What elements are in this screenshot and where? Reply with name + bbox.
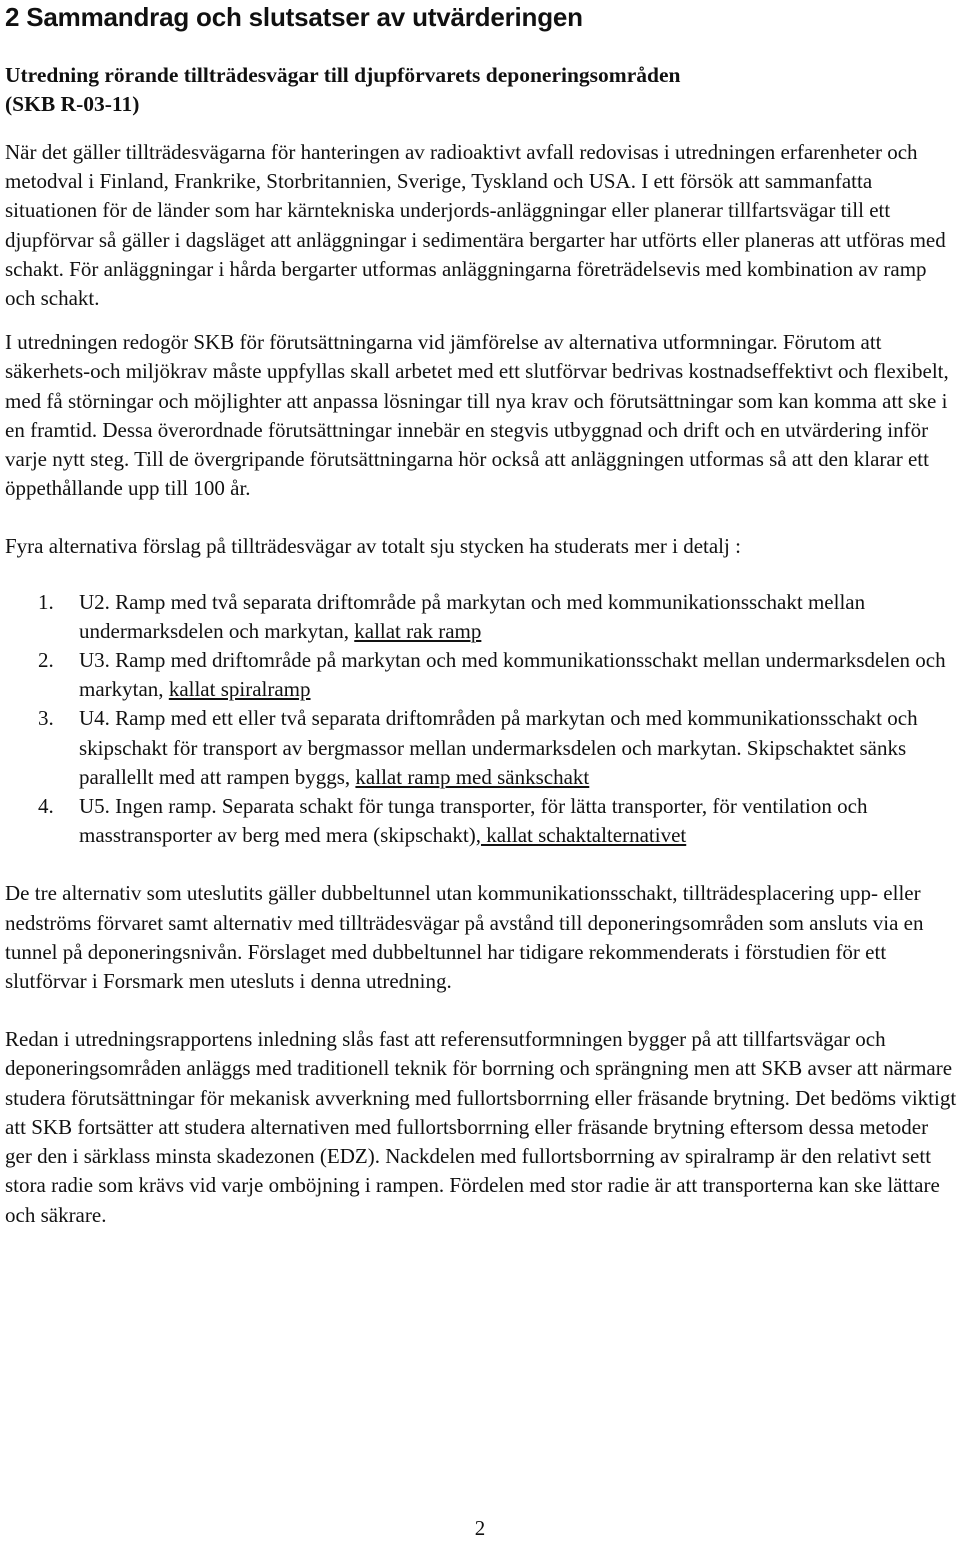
alternative-text: U3. Ramp med driftområde på markytan och med kommunikationsschakt mellan undermarksdelen och markytan, [79, 648, 946, 702]
alternative-item [5, 792, 957, 850]
section-heading: 2 Sammandrag och slutsatser av utvärderingen [5, 2, 583, 32]
alternative-item [5, 646, 957, 704]
subsection-heading-report-id: (SKB R-03-11) [5, 92, 140, 116]
alternative-number: 2. [38, 648, 54, 673]
page-number: 2 [474, 1516, 486, 1540]
alternative-number: 4. [38, 794, 54, 819]
alternative-name: kallat rak ramp [354, 618, 482, 643]
document-page [5, 0, 957, 1230]
subsection-heading [5, 61, 957, 119]
alternative-number: 1. [38, 589, 54, 614]
alternative-item [5, 588, 957, 646]
alternative-text: U4. Ramp med ett eller två separata driftområden på markytan och med kommunikationsschakt och skipschakt för transport av bergmassor mellan undermarksdelen och markytan. Skipschaktet sänks parallellt med att rampen byggs, [79, 706, 918, 789]
paragraph-four-alternatives-intro: Fyra alternativa förslag på tillträdesvägar av totalt sju stycken ha studerats mer i detalj : [5, 534, 741, 559]
paragraph-experiences: När det gäller tillträdesvägarna för hanteringen av radioaktivt avfall redovisas i utredningen erfarenheter och metodval i Finland, Frankrike, Storbritannien, Sverige, Tyskland och USA. I ett försök att sammanfatta situationen för de länder som har kärntekniska underjords-anläggningar eller planerar tillfartsvägar till ett djupförvar så gäller i dagsläget att anläggningar i sedimentära bergarter har utförts eller planeras att utföras med schakt. För anläggningar i hårda bergarter utformas anläggningarna företrädelsevis med kombination av ramp och schakt. [5, 140, 946, 311]
paragraph-prerequisites: I utredningen redogör SKB för förutsättningarna vid jämförelse av alternativa utformningar. Förutom att säkerhets-och miljökrav måste uppfyllas skall arbetet med ett slutförvar bedrivas kostnadseffektivt och flexibelt, med få störningar och möjlighter att anpassa lösningar till nya krav och förutsättningar som kan komma att ske i en framtid. Dessa överordnade förutsättningar innebär en stegvis utbyggnad och drift och en utvärdering inför varje nytt steg. Till de övergripande förutsättningarna hör också att anläggningen utformas så att den klarar ett öppethållande upp till 100 år. [5, 330, 949, 501]
alternative-text: U2. Ramp med två separata driftområde på markytan och med kommunikationsschakt mellan undermarksdelen och markytan, [79, 589, 866, 643]
alternative-text: U5. Ingen ramp. Separata schakt för tunga transporter, för lätta transporter, för ventilation och masstransporter av berg med mera (skipschakt), [79, 794, 868, 848]
alternative-number: 3. [38, 706, 54, 731]
alternative-name: kallat schaktalternativet [480, 823, 687, 848]
alternative-name: kallat spiralramp [168, 677, 311, 702]
alternative-name: kallat ramp med sänkschakt [355, 764, 590, 789]
paragraph-excluded-alternatives: De tre alternativ som uteslutits gäller dubbeltunnel utan kommunikationsschakt, tillträdesplacering upp- eller nedströms förvaret samt alternativ med tillträdesvägar på avstånd till deponeringsområden som ansluts via en tunnel på deponeringsnivån. Förslaget med dubbeltunnel har tidigare rekommenderats i förstudien för ett slutförvar i Forsmark men utesluts i denna utredning. [5, 881, 924, 994]
subsection-heading-title: Utredning rörande tillträdesvägar till djupförvarets deponeringsområden [5, 63, 681, 87]
alternative-item [5, 704, 957, 792]
paragraph-excavation-methods: Redan i utredningsrapportens inledning slås fast att referensutformningen bygger på att tillfartsvägar och deponeringsområden anläggs med traditionell teknik för borrning och sprängning men att SKB avser att närmare studera förutsättningar för mekanisk avverkning med fullortsborrning eller fräsande brytning. Det bedöms viktigt att SKB fortsätter att studera alternativen med fullortsborrning eller fräsande brytning eftersom dessa metoder ger den i särklass minsta skadezonen (EDZ). Nackdelen med fullortsborrning av spiralramp är den relativt sett stora radie som krävs vid varje omböjning i rampen. Fördelen med stor radie är att transporterna kan ske lättare och säkrare. [5, 1027, 957, 1227]
alternatives-list [5, 588, 957, 851]
